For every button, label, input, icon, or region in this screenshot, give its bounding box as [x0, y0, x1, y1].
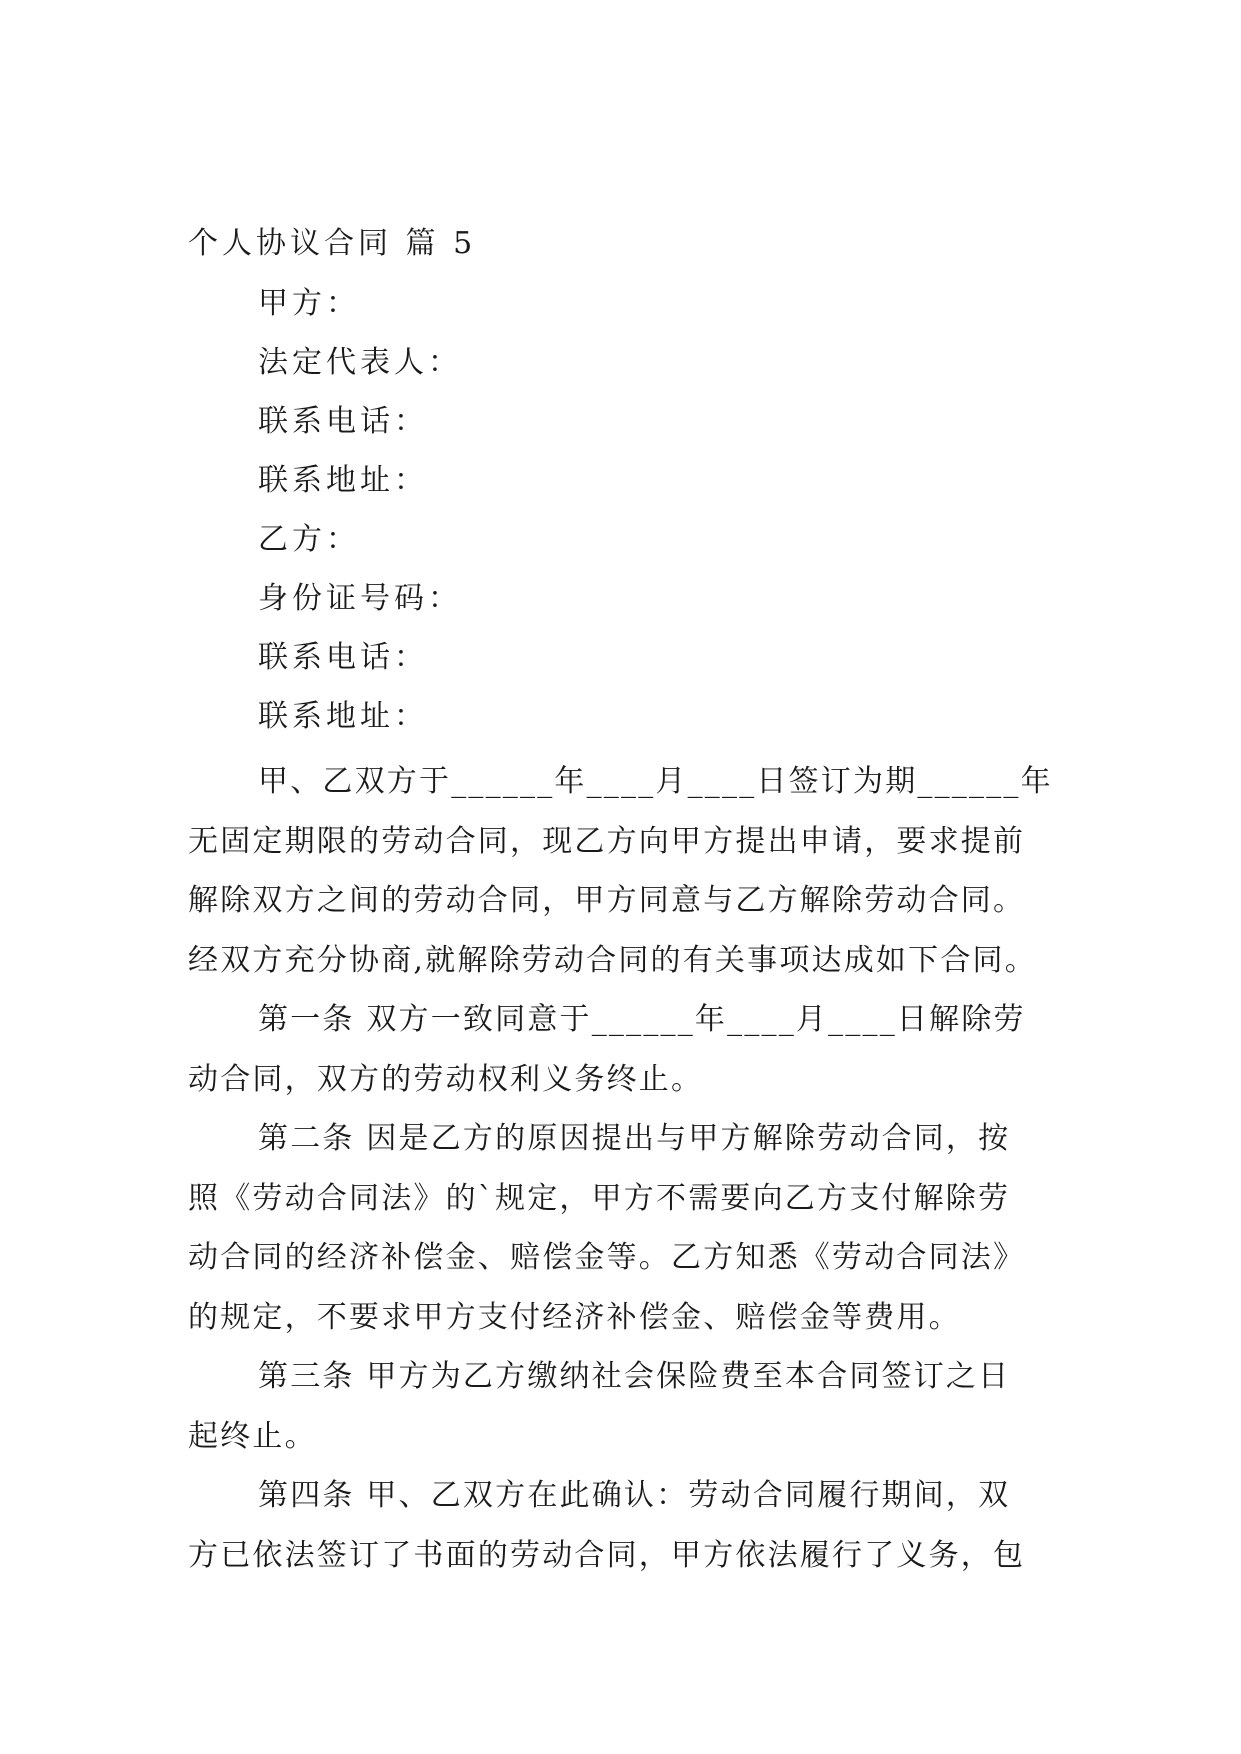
paragraph-line: 的规定，不要求甲方支付经济补偿金、赔偿金等费用。: [188, 1299, 961, 1335]
paragraph-line: 解除双方之间的劳动合同，甲方同意与乙方解除劳动合同。: [188, 883, 1026, 918]
field-party-a: 甲方：: [258, 286, 360, 321]
article-4-paragraph: [188, 1466, 1054, 1585]
field-party-a-address: 联系地址：: [258, 463, 428, 498]
paragraph-line: 方已依法签订了书面的劳动合同，甲方依法履行了义务，包: [188, 1537, 1026, 1573]
paragraph-line: 经双方充分协商,就解除劳动合同的有关事项达成如下合同。: [188, 942, 1037, 978]
field-party-b-address: 联系地址：: [258, 699, 428, 734]
paragraph-line: 第三条 甲方为乙方缴纳社会保险费至本合同签订之日: [258, 1359, 1011, 1394]
article-3-paragraph: [188, 1347, 1054, 1466]
paragraph-line: 起终止。: [188, 1418, 317, 1454]
field-party-a-phone: 联系电话：: [258, 404, 428, 439]
field-id-number: 身份证号码：: [258, 581, 462, 616]
paragraph-line: 动合同，双方的劳动权利义务终止。: [188, 1061, 704, 1097]
field-party-b: 乙方：: [258, 522, 360, 557]
article-1-paragraph: [188, 990, 1054, 1109]
field-party-b-phone: 联系电话：: [258, 640, 428, 675]
intro-paragraph: [188, 752, 1054, 990]
paragraph-line: 第二条 因是乙方的原因提出与甲方解除劳动合同，按: [258, 1121, 1011, 1156]
paragraph-line: 甲、乙双方于______年____月____日签订为期______年: [258, 764, 1053, 799]
paragraph-line: 第四条 甲、乙双方在此确认：劳动合同履行期间，双: [258, 1478, 1011, 1513]
party-fields: [258, 282, 462, 754]
contract-body: [188, 752, 1054, 1585]
field-legal-representative: 法定代表人：: [258, 345, 462, 380]
paragraph-line: 动合同的经济补偿金、赔偿金等。乙方知悉《劳动合同法》: [188, 1240, 1026, 1275]
paragraph-line: 无固定期限的劳动合同，现乙方向甲方提出申请，要求提前: [188, 823, 1026, 859]
paragraph-line: 照《劳动合同法》的`规定，甲方不需要向乙方支付解除劳: [188, 1180, 1011, 1216]
document-title: 个人协议合同 篇 5: [188, 226, 477, 261]
paragraph-line: 第一条 双方一致同意于______年____月____日解除劳: [258, 1002, 1026, 1037]
article-2-paragraph: [188, 1109, 1054, 1347]
